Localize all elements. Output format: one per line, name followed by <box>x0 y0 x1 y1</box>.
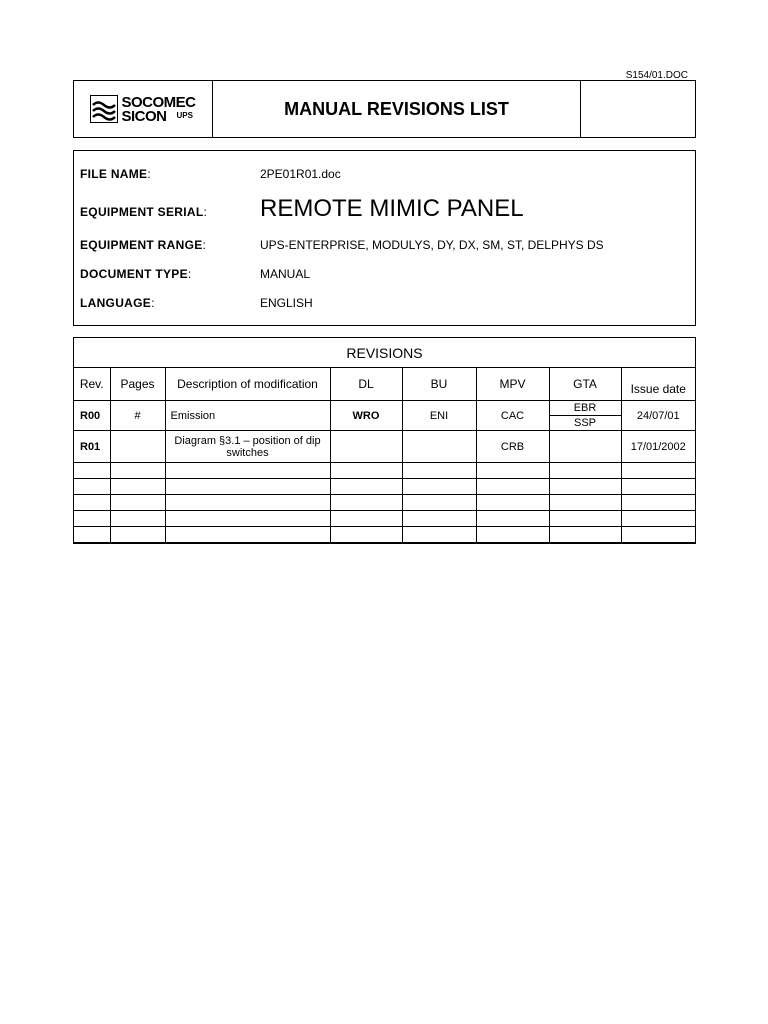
file-name-row: FILE NAME: 2PE01R01.doc <box>80 167 341 181</box>
equipment-range-value: UPS-ENTERPRISE, MODULYS, DY, DX, SM, ST, DELPHYS DS <box>260 238 604 252</box>
language-value: ENGLISH <box>260 296 313 310</box>
description-cell: Emission <box>165 401 330 431</box>
gta-top: EBR <box>550 401 621 416</box>
table-row <box>74 495 695 511</box>
bu-cell: ENI <box>402 401 476 431</box>
equipment-serial-label: EQUIPMENT SERIAL <box>80 205 204 219</box>
logo-ups: UPS <box>176 110 193 120</box>
header-gta: GTA <box>549 368 621 401</box>
header-box <box>73 80 696 138</box>
description-line-2: switches <box>226 446 269 459</box>
header-pages: Pages <box>110 368 165 401</box>
description-line-1: Diagram §3.1 – position of dip <box>174 434 321 447</box>
mpv-cell: CAC <box>476 401 549 431</box>
header-blank-cell <box>581 81 695 137</box>
table-row <box>74 527 695 543</box>
file-name-value: 2PE01R01.doc <box>260 167 341 181</box>
equipment-serial-value: REMOTE MIMIC PANEL <box>260 195 524 222</box>
table-row <box>74 431 695 463</box>
logo-cell <box>74 81 213 137</box>
company-logo <box>90 95 195 123</box>
language-row: LANGUAGE: ENGLISH <box>80 296 313 310</box>
logo-wave-icon <box>90 95 118 123</box>
document-type-label: DOCUMENT TYPE <box>80 267 188 281</box>
rev-cell: R01 <box>74 431 110 463</box>
issue-date-cell: 24/07/01 <box>621 401 695 431</box>
table-row <box>74 401 695 431</box>
document-info-box <box>73 150 696 326</box>
dl-cell <box>330 431 402 463</box>
equipment-range-label: EQUIPMENT RANGE <box>80 238 203 252</box>
header-dl: DL <box>330 368 402 401</box>
description-cell <box>165 431 330 463</box>
header-mpv: MPV <box>476 368 549 401</box>
gta-cell <box>549 401 621 431</box>
document-type-value: MANUAL <box>260 267 311 281</box>
document-type-row: DOCUMENT TYPE: MANUAL <box>80 267 311 281</box>
table-row <box>74 511 695 527</box>
logo-socomec: SOCOMEC <box>121 93 196 111</box>
revisions-table-box <box>73 337 696 544</box>
header-description: Description of modification <box>165 368 330 401</box>
bu-cell <box>402 431 476 463</box>
logo-sicon: SICON <box>121 107 167 125</box>
dl-cell: WRO <box>330 401 402 431</box>
language-label: LANGUAGE <box>80 296 152 310</box>
header-rev: Rev. <box>74 368 110 401</box>
table-header-row <box>74 368 695 401</box>
table-row <box>74 463 695 479</box>
header-bu: BU <box>402 368 476 401</box>
mpv-cell: CRB <box>476 431 549 463</box>
equipment-range-row: EQUIPMENT RANGE: UPS-ENTERPRISE, MODULYS, DY, DX, SM, ST, DELPHYS DS <box>80 238 604 252</box>
table-row <box>74 479 695 495</box>
gta-bottom: SSP <box>573 417 596 429</box>
file-name-label: FILE NAME <box>80 167 148 181</box>
revisions-caption: REVISIONS <box>74 338 695 368</box>
document-reference: S154/01.DOC <box>625 70 688 81</box>
rev-cell: R00 <box>74 401 110 431</box>
pages-cell <box>110 431 165 463</box>
header-issue-date: Issue date <box>621 368 695 401</box>
page-title: MANUAL REVISIONS LIST <box>213 81 581 137</box>
equipment-serial-row: EQUIPMENT SERIAL: REMOTE MIMIC PANEL <box>80 195 524 222</box>
pages-cell: # <box>110 401 165 431</box>
issue-date-cell: 17/01/2002 <box>621 431 695 463</box>
revisions-table <box>74 368 695 542</box>
gta-cell <box>549 431 621 463</box>
